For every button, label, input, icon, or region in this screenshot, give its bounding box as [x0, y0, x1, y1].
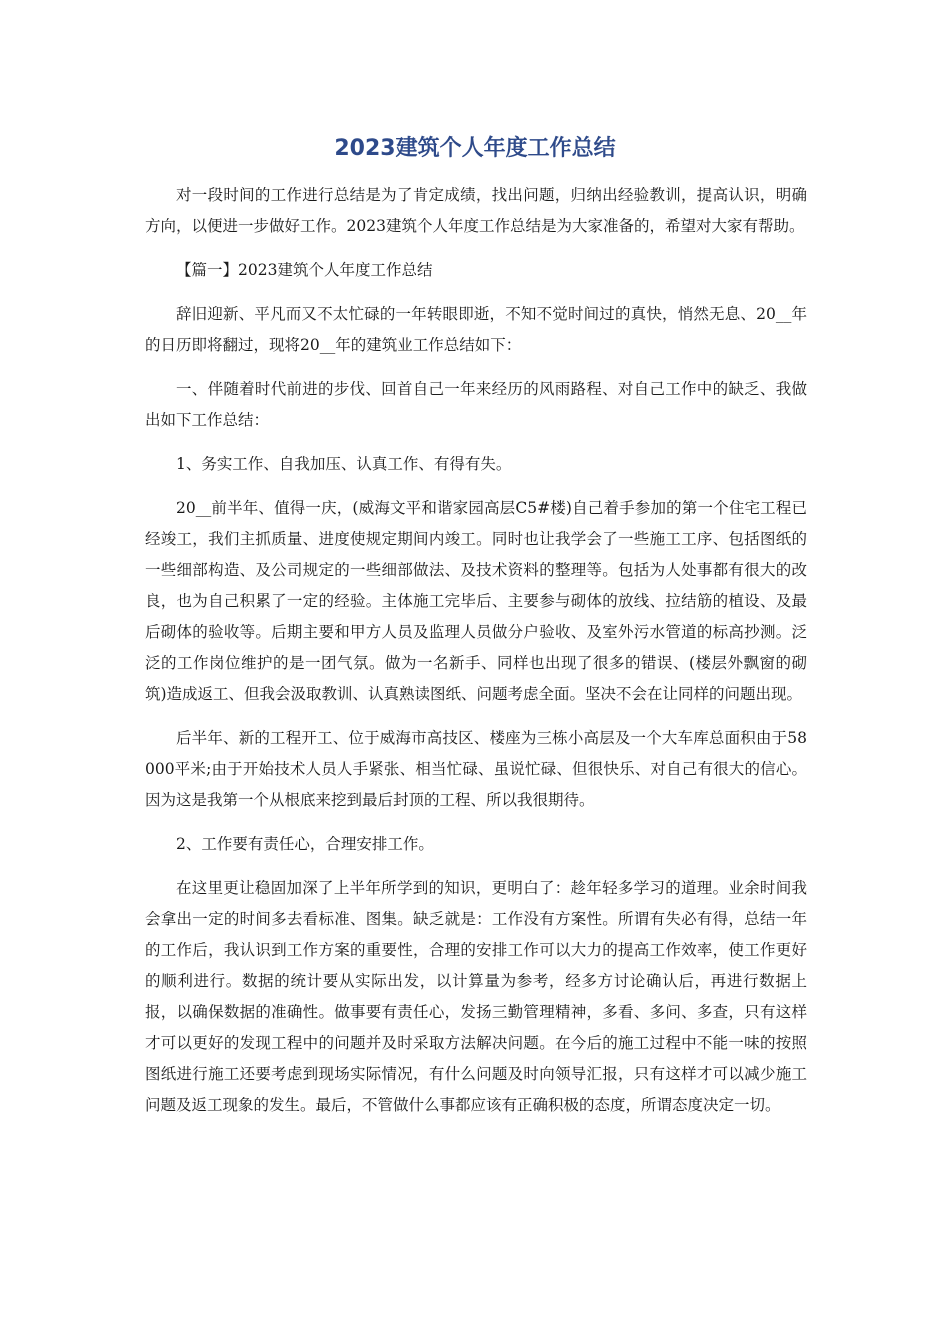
- paragraph-intro: 对一段时间的工作进行总结是为了肯定成绩，找出问题，归纳出经验教训，提高认识，明确方向，以便进一步做好工作。2023建筑个人年度工作总结是为大家准备的，希望对大家有帮助。: [145, 186, 807, 235]
- paragraph: 20__前半年、值得一庆，(威海文平和谐家园高层C5#楼)自己着手参加的第一个住宅工程已经竣工，我们主抓质量、进度使规定期间内竣工。同时也让我学会了一些施工工序、包括图纸的一些细部构造、及公司规定的一些细部做法、及技术资料的整理等。包括为人处事都有很大的改良，也为自己积累了一定的经验。主体施工完毕后、主要参与砌体的放线、拉结筋的植设、及最后砌体的验收等。后期主要和甲方人员及监理人员做分户验收、及室外污水管道的标高抄测。泛泛的工作岗位维护的是一团气氛。做为一名新手、同样也出现了很多的错误、(楼层外飘窗的砌筑)造成返工、但我会汲取教训、认真熟读图纸、问题考虑全面。坚决不会在让同样的问题出现。: [145, 499, 807, 703]
- paragraph: 后半年、新的工程开工、位于威海市高技区、楼座为三栋小高层及一个大车库总面积由于58000平米;由于开始技术人员人手紧张、相当忙碌、虽说忙碌、但很快乐、对自己有很大的信心。因为这是我第一个从根底来挖到最后封顶的工程、所以我很期待。: [145, 729, 807, 809]
- list-heading: 2、工作要有责任心，合理安排工作。: [176, 835, 434, 853]
- paragraph: 在这里更让稳固加深了上半年所学到的知识，更明白了：趁年轻多学习的道理。业余时间我会拿出一定的时间多去看标准、图集。缺乏就是：工作没有方案性。所谓有失必有得，总结一年的工作后，我认识到工作方案的重要性，合理的安排工作可以大力的提高工作效率，使工作更好的顺利进行。数据的统计要从实际出发，以计算量为参考，经多方讨论确认后，再进行数据上报，以确保数据的准确性。做事要有责任心，发扬三勤管理精神，多看、多问、多查，只有这样才可以更好的发现工程中的问题并及时采取方法解决问题。在今后的施工过程中不能一味的按照图纸进行施工还要考虑到现场实际情况，有什么问题及时向领导汇报，只有这样才可以减少施工问题及返工现象的发生。最后，不管做什么事都应该有正确积极的态度，所谓态度决定一切。: [145, 879, 807, 1114]
- document-body: [145, 180, 807, 1134]
- list-heading: 1、务实工作、自我加压、认真工作、有得有失。: [176, 455, 512, 473]
- section-heading: 【篇一】2023建筑个人年度工作总结: [176, 261, 433, 279]
- paragraph: 辞旧迎新、平凡而又不太忙碌的一年转眼即逝，不知不觉时间过的真快，悄然无息、20__年的日历即将翻过，现将20__年的建筑业工作总结如下：: [145, 305, 807, 354]
- document-title: 2023建筑个人年度工作总结: [334, 136, 616, 161]
- paragraph: 一、伴随着时代前进的步伐、回首自己一年来经历的风雨路程、对自己工作中的缺乏、我做出如下工作总结：: [145, 380, 807, 429]
